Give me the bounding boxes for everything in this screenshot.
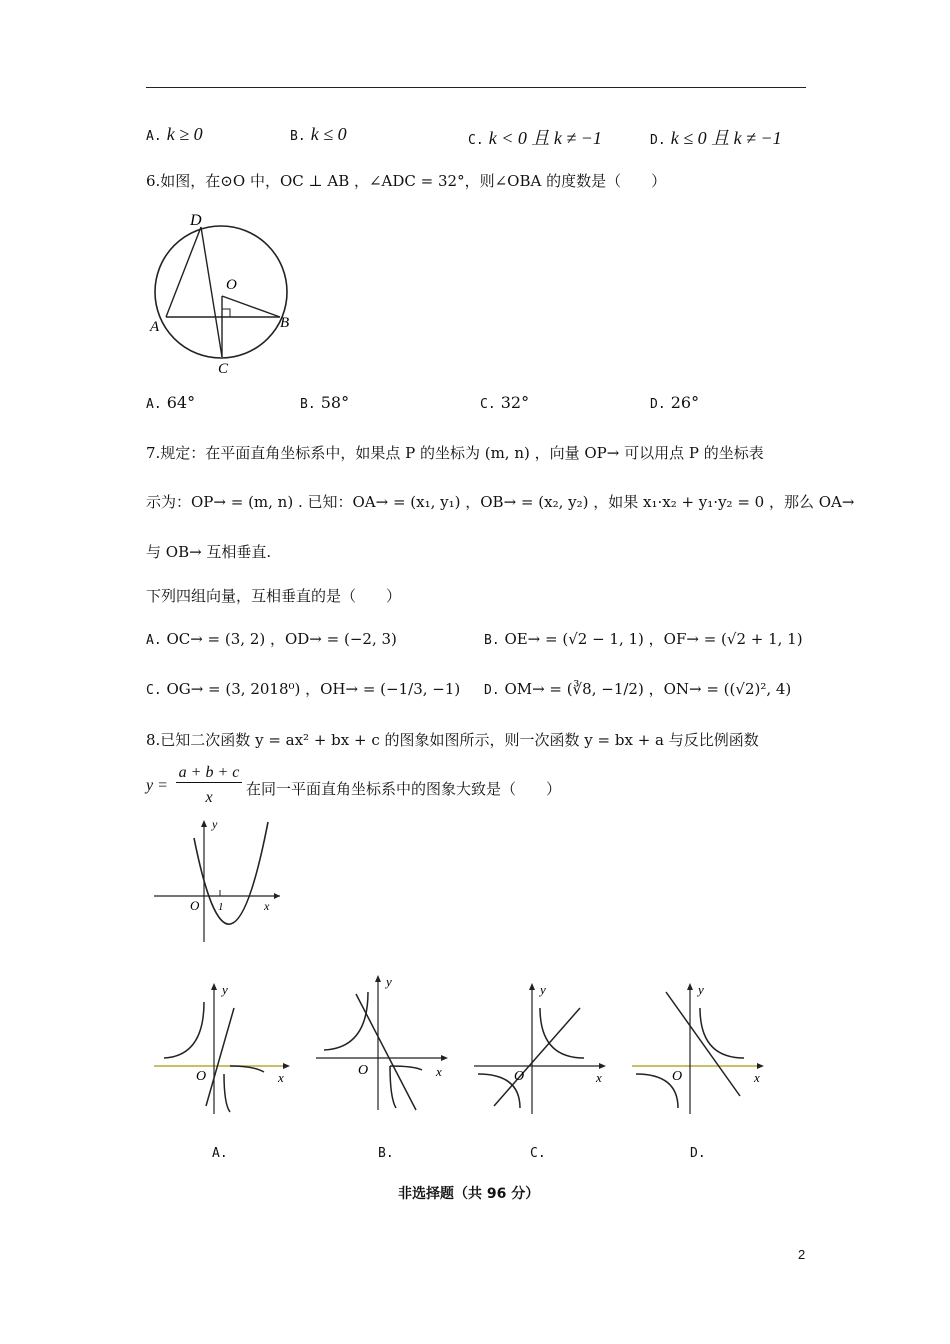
q7-option-a: A. OC→ = (3, 2) ，OD→ = (−2, 3) [146,630,397,648]
q8-line1: 8.已知二次函数 y = ax² + bx + c 的图象如图所示，则一次函数 y = bx + a 与反比例函数 [146,731,759,749]
graph-a-x-label: x [278,1070,284,1085]
graph-d-letter: D. [690,1146,706,1161]
q5-option-d: D. k ≤ 0 且 k ≠ −1 [650,128,782,148]
graph-a-letter: A. [212,1146,228,1161]
q7-prompt: 下列四组向量，互相垂直的是（ ） [146,587,402,605]
q7-line2: 示为：OP→ = (m, n) . 已知：OA→ = (x₁, y₁) ，OB→ = (x₂, y₂) ，如果 x₁·x₂ + y₁·y₂ = 0 ，那么 OA→ [146,493,855,511]
q6-circle-figure [146,205,306,375]
q6-stem: 6.如图，在⊙O 中，OC ⊥ AB ，∠ADC = 32°，则∠OBA 的度数是（ ） [146,172,667,190]
graph-b-origin-label: O [358,1063,369,1078]
q8-line2-text: 在同一平面直角坐标系中的图象大致是（ ） [246,780,562,798]
frac-denominator: x [205,789,213,806]
q5-option-b: B. k ≤ 0 [290,124,347,144]
frac-lhs: y = [146,777,168,794]
label-d: D [190,212,202,229]
q7-line3: 与 OB→ 互相垂直. [146,543,272,561]
section-title: 非选择题（共 96 分） [398,1186,540,1202]
graph-c-origin-label: O [514,1069,525,1084]
q8-parabola-figure [150,818,290,946]
q7-line1: 7.规定：在平面直角坐标系中，如果点 P 的坐标为 (m, n) ，向量 OP→ 可以用点 P 的坐标表 [146,444,764,462]
label-b: B [280,315,290,331]
q8-graph-d [626,978,768,1118]
parabola-origin-label: O [190,898,200,913]
graph-d-y-label: y [698,982,704,997]
q8-graph-c [468,978,610,1118]
q7-option-c: C. OG→ = (3, 2018⁰) ，OH→ = (−1/3, −1) [146,680,461,698]
parabola-tick-one-label: 1 [218,901,224,913]
graph-c-y-label: y [540,982,546,997]
q6-option-b: B. 58° [300,393,350,412]
q5-option-c: C. k < 0 且 k ≠ −1 [468,128,602,148]
q6-option-d: D. 26° [650,393,700,412]
graph-d-origin-label: O [672,1069,683,1084]
graph-d-x-label: x [754,1070,760,1085]
graph-b-letter: B. [378,1146,394,1161]
graph-c-x-label: x [596,1070,602,1085]
graph-b-y-label: y [386,974,392,989]
graph-a-origin-label: O [196,1069,207,1084]
parabola-y-label: y [212,818,218,831]
label-a: A [150,319,160,335]
header-rule [146,87,806,88]
parabola-x-label: x [264,899,270,913]
graph-a-y-label: y [222,982,228,997]
label-o: O [226,277,237,293]
graph-b-x-label: x [436,1064,442,1079]
q5-option-a: A. k ≥ 0 [146,124,203,144]
q8-graph-a [150,978,292,1118]
frac-numerator: a + b + c [176,764,242,783]
q6-option-a: A. 64° [146,393,196,412]
graph-c-letter: C. [530,1146,546,1161]
q7-option-d: D. OM→ = (∛8, −1/2) ，ON→ = ((√2)², 4) [484,680,792,698]
q6-option-c: C. 32° [480,393,530,412]
page-number: 2 [798,1247,806,1262]
label-c: C [218,361,229,375]
q7-option-b: B. OE→ = (√2 − 1, 1) ，OF→ = (√2 + 1, 1) [484,630,803,648]
q8-graph-b [310,970,452,1118]
